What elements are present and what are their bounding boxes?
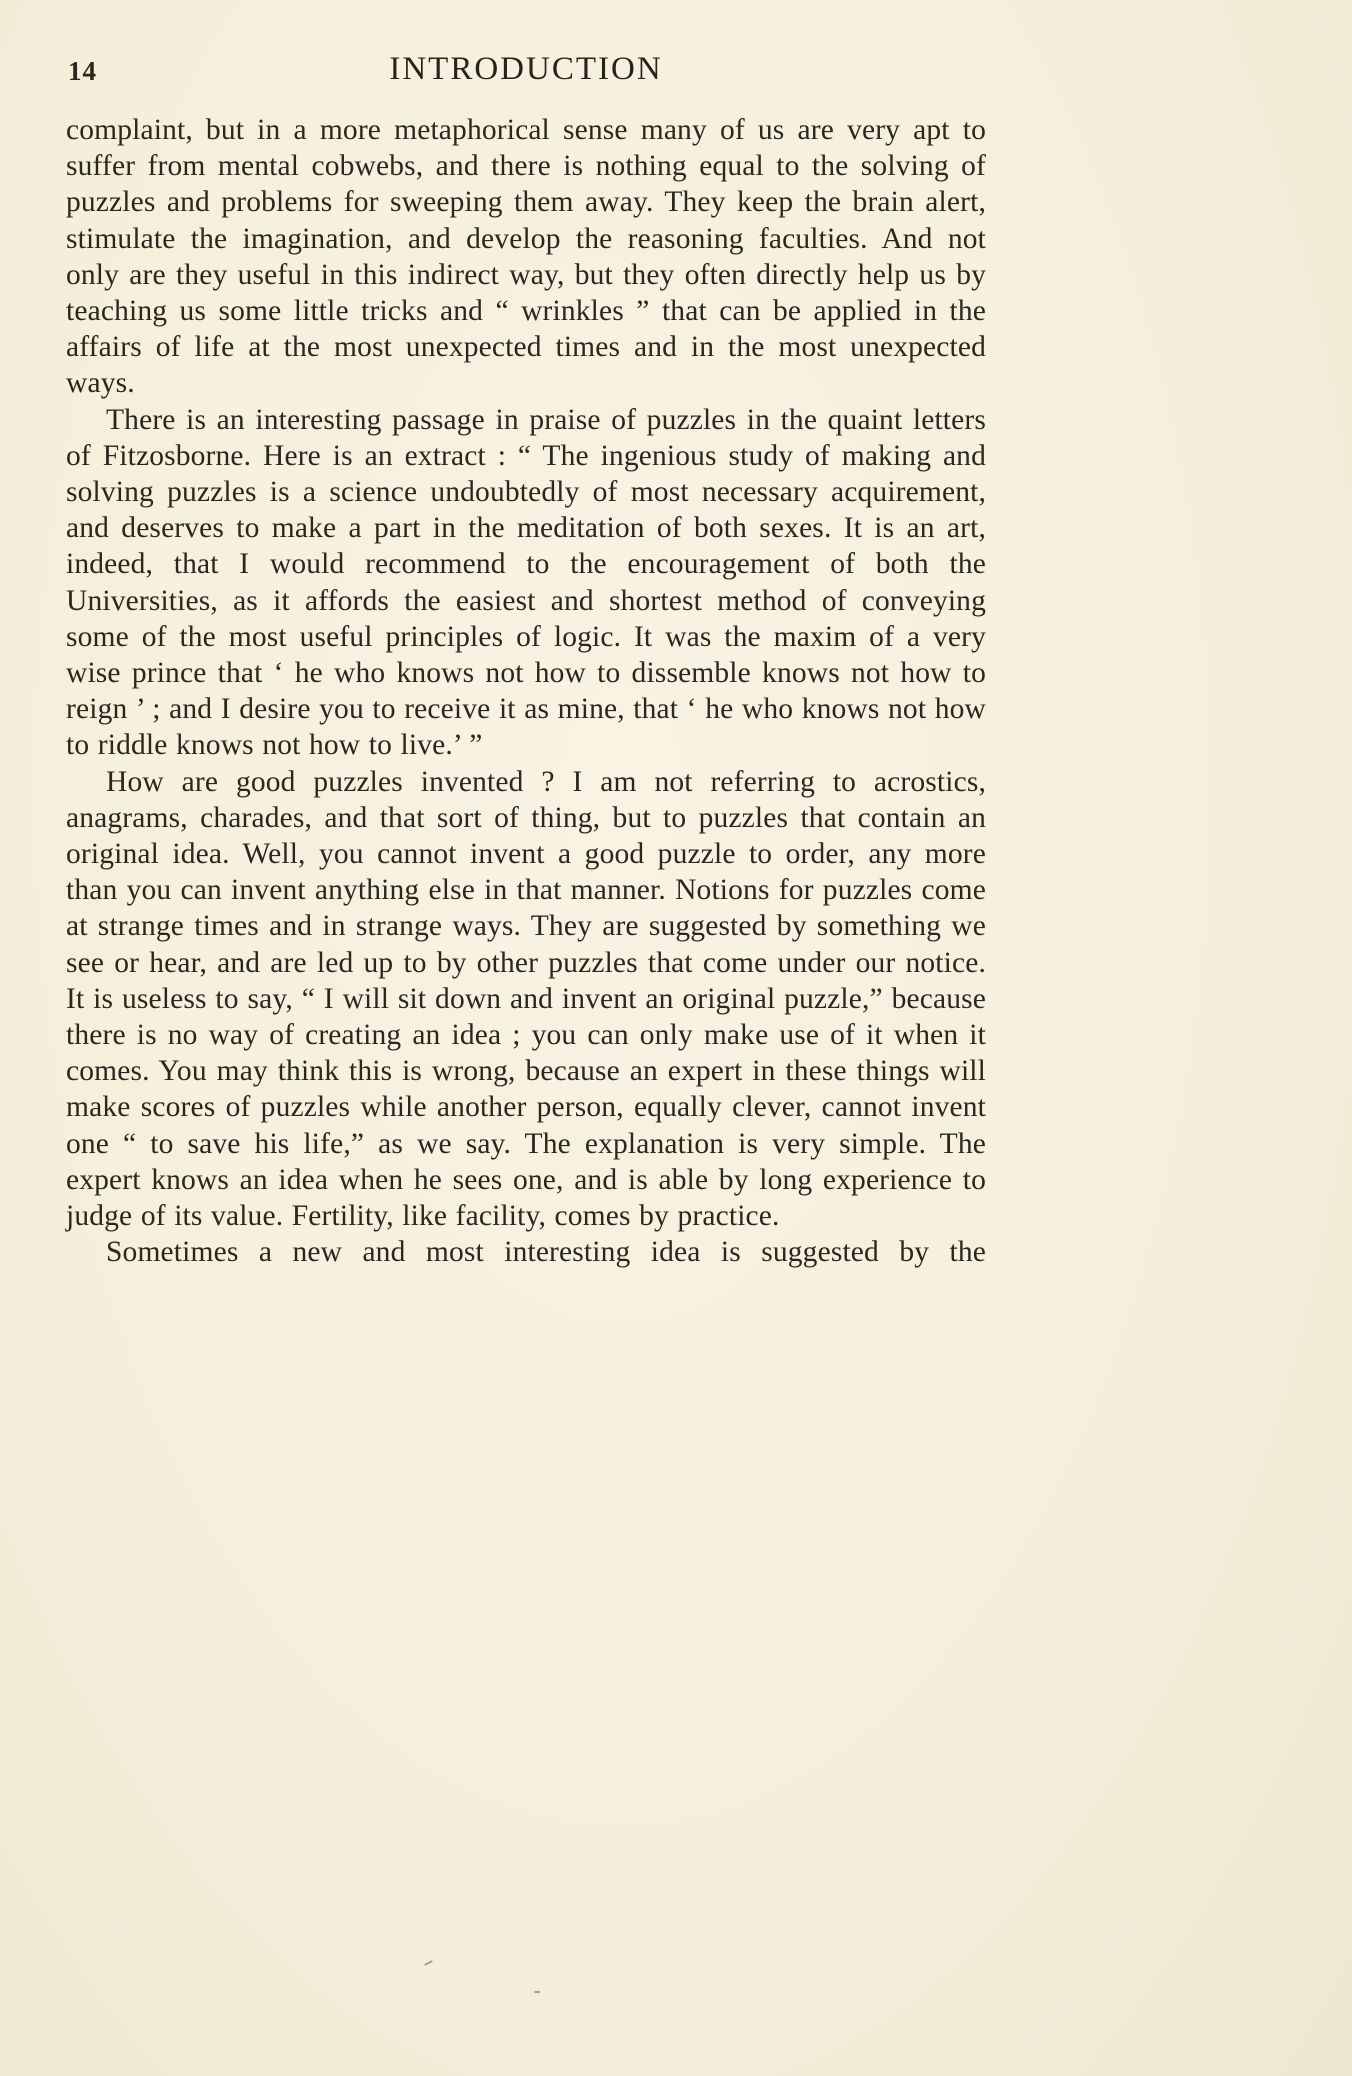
- scan-artifact-tick: [424, 1960, 433, 1966]
- paragraph: There is an interesting passage in praise of puzzles in the quaint letters of Fitzosborne. Here is an extract : “ The ingenious study of making and solving puzzles is a science undoubtedly of most necessary acquirement, and deserves to make a part in the meditation of both sexes. It is an art, indeed, that I would recommend to the encouragement of both the Universities, as it affords the easiest and shortest method of conveying some of the most useful principles of logic. It was the maxim of a very wise prince that ‘ he who knows not how to dissemble knows not how to reign ’ ; and I desire you to receive it as mine, that ‘ he who knows not how to riddle knows not how to live.’ ”: [66, 403, 986, 762]
- chapter-title: INTRODUCTION: [389, 51, 663, 87]
- paragraph: How are good puzzles invented ? I am not referring to acrostics, anagrams, charades, and that sort of thing, but to puzzles that contain an original idea. Well, you cannot invent a good puzzle to order, any more than you can invent anything else in that manner. Notions for puzzles come at strange times and in strange ways. They are suggested by something we see or hear, and are led up to by other puzzles that come under our notice. It is useless to say, “ I will sit down and invent an original puzzle,” because there is no way of creating an idea ; you can only make use of it when it comes. You may think this is wrong, because an expert in these things will make scores of puzzles while another person, equally clever, cannot invent one “ to save his life,” as we say. The explanation is very simple. The expert knows an idea when he sees one, and is able by long experience to judge of its value. Fertility, like facility, comes by practice.: [66, 765, 986, 1233]
- scan-artifact-dot: [534, 1991, 540, 1993]
- page-number: 14: [68, 56, 97, 86]
- page-header: [66, 48, 986, 106]
- paragraph: Sometimes a new and most interesting idea is suggested by the: [106, 1236, 986, 1269]
- page-content: [66, 48, 986, 1271]
- paragraph: complaint, but in a more metaphorical sense many of us are very apt to suffer from mental cobwebs, and there is nothing equal to the solving of puzzles and problems for sweeping them away. They keep the brain alert, stimulate the imagination, and develop the reasoning faculties. And not only are they useful in this indirect way, but they often directly help us by teaching us some little tricks and “ wrinkles ” that can be applied in the affairs of life at the most unexpected times and in the most unexpected ways.: [66, 114, 986, 400]
- body-text: [66, 112, 986, 1271]
